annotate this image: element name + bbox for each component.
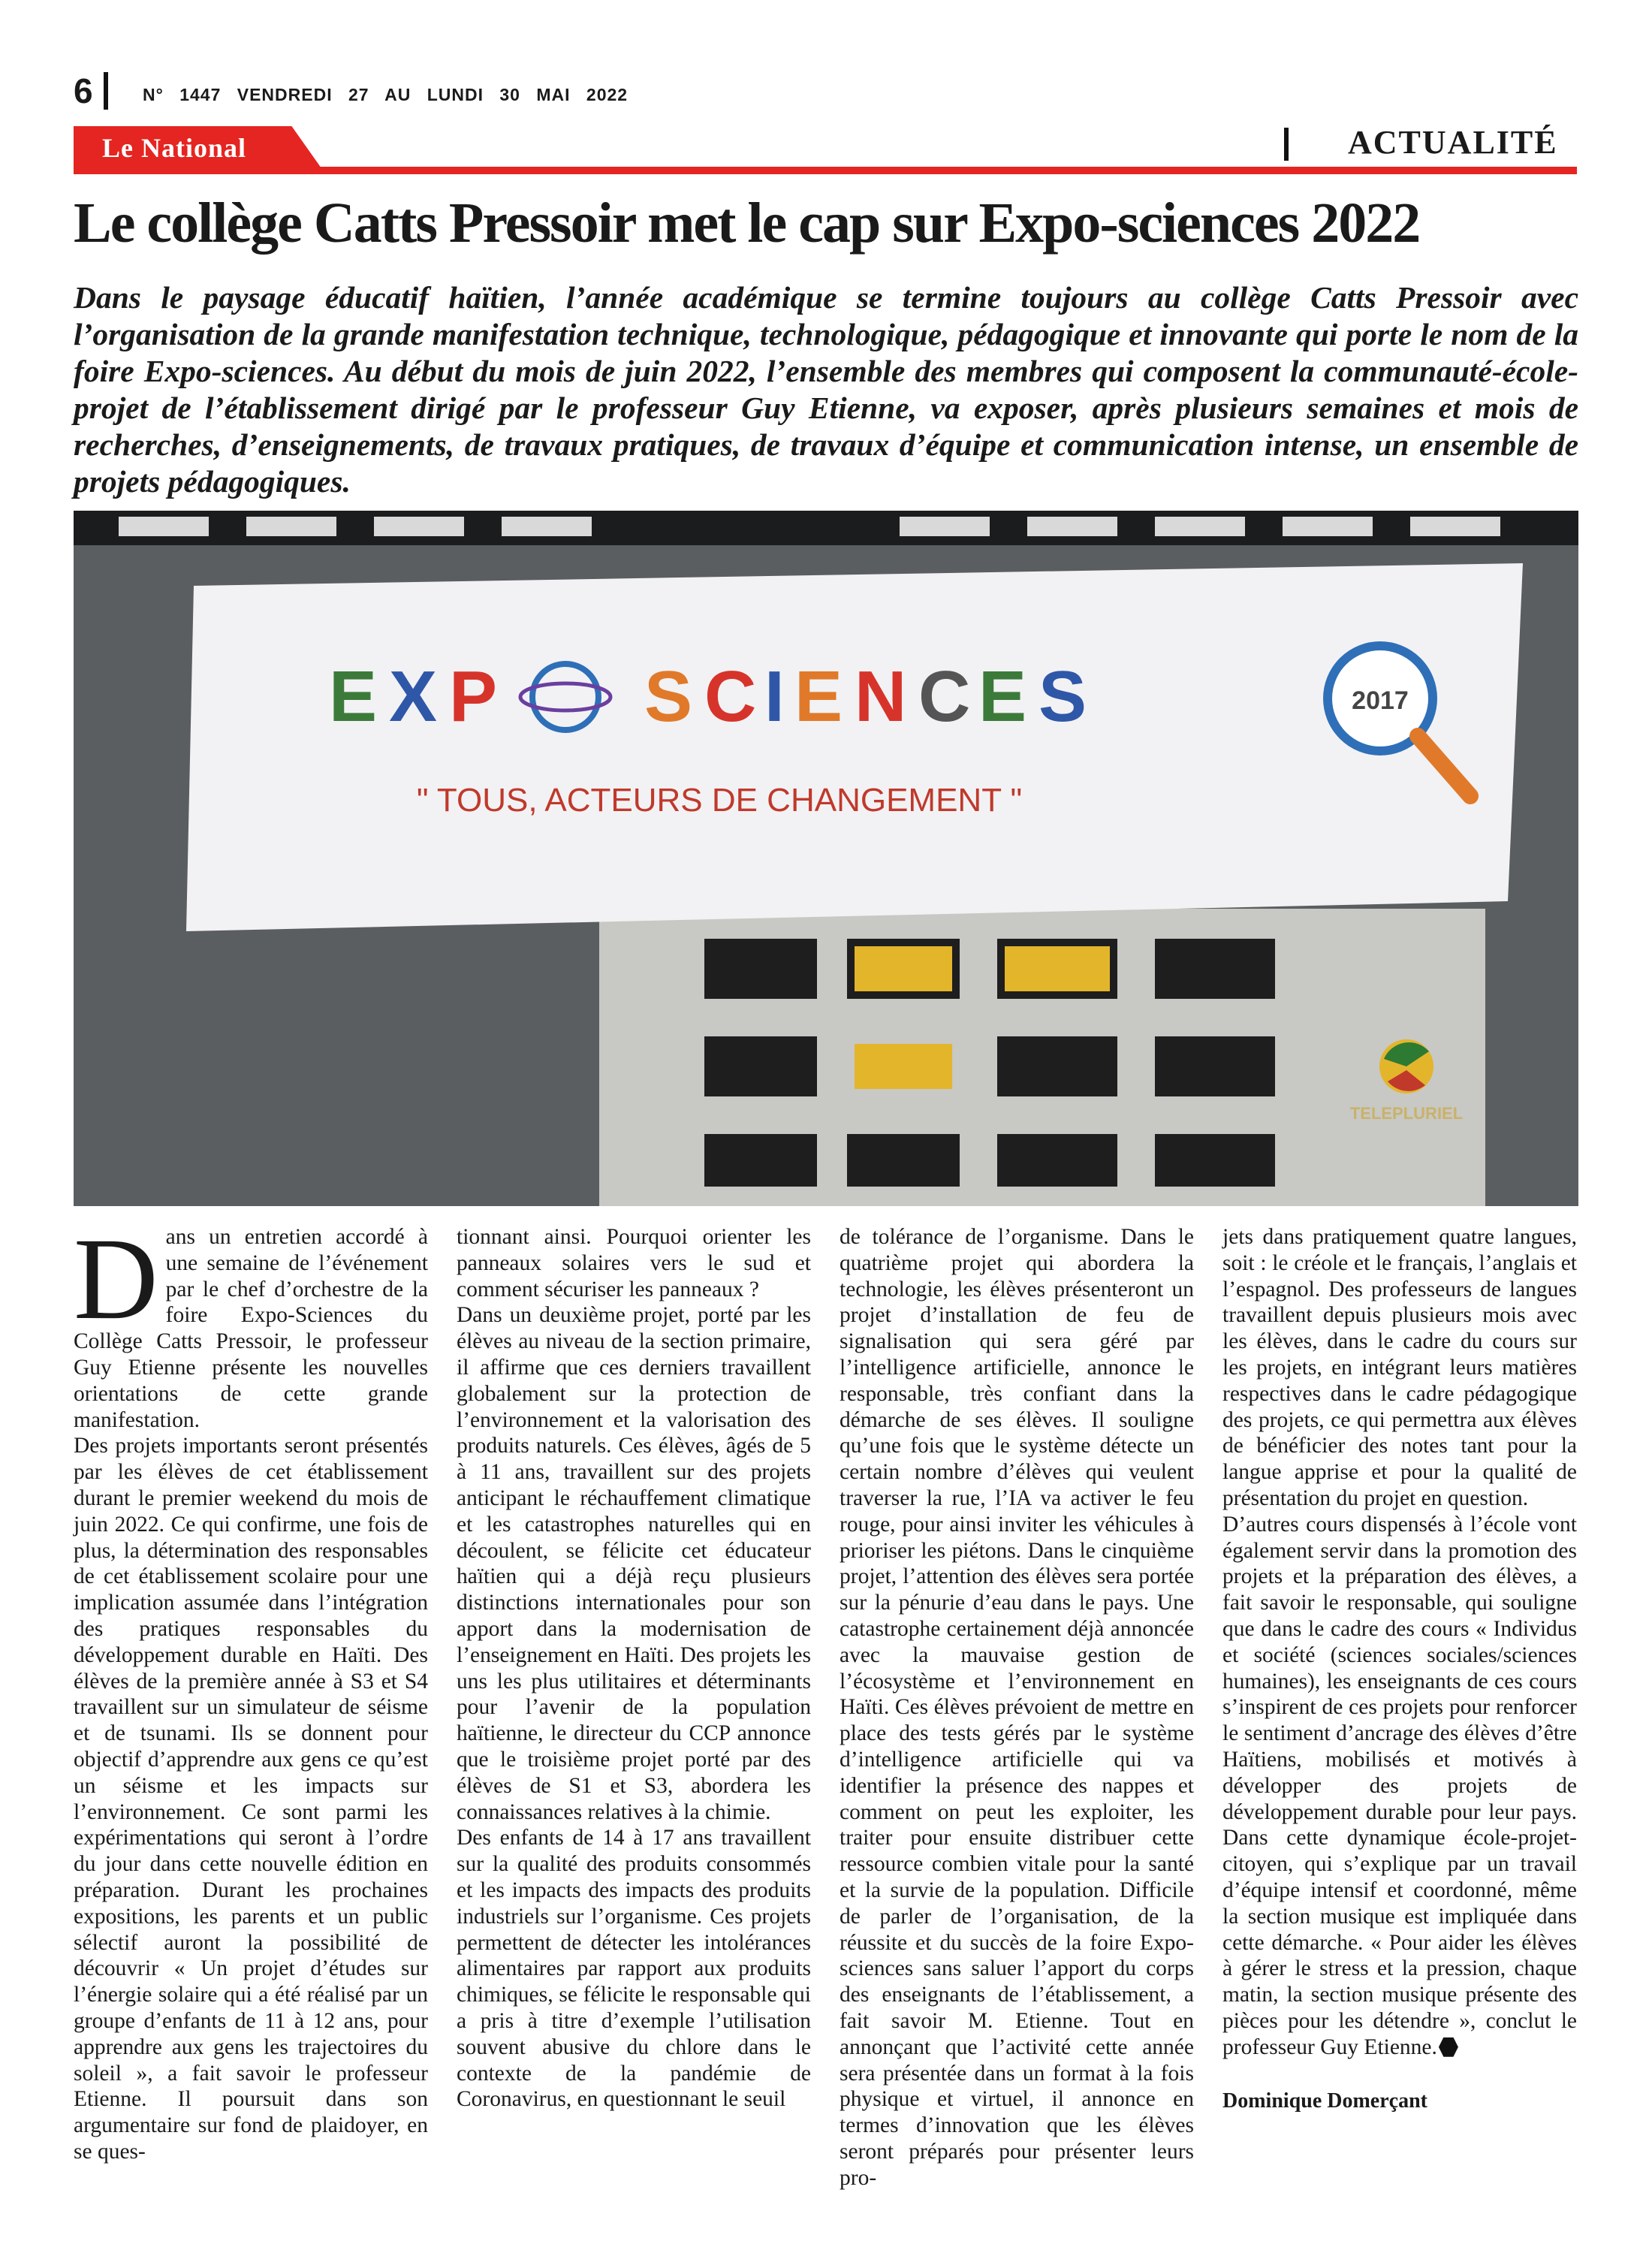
brand-name: Le National xyxy=(102,133,247,163)
end-of-article-icon xyxy=(1439,2037,1458,2057)
section-divider xyxy=(1284,128,1289,161)
banner-year: 2017 xyxy=(1352,686,1409,715)
paragraph: Dans un deuxième projet, porté par les élèves au niveau de la section primaire, il affirme que ces derniers travaillent globalement sur la protection de l’environnement et la valorisation des produits naturels. Ces élèves, âgés de 5 à 11 ans, travaillent sur des projets anticipant le réchauffement climatique et les catastrophes naturelles qui en découlent, se félicite cet éducateur haïtien qui a déjà reçu plusieurs distinctions internationales pour son apport dans la modernisation de l’enseignement en Haïti. Des projets les uns les plus utilitaires et déterminants pour l’avenir de la population haïtienne, le directeur du CCP annonce que le troisième projet porté par des élèves de S1 et S3, abordera les connaissances relatives à la chimie. xyxy=(457,1303,811,1824)
svg-text:N: N xyxy=(855,656,907,737)
svg-text:E: E xyxy=(329,656,378,737)
drop-cap: D xyxy=(74,1214,158,1344)
issue-date-line: N° 1447 VENDREDI 27 AU LUNDI 30 MAI 2022 xyxy=(143,85,629,104)
paragraph: D’autres cours dispensés à l’école vont également servir dans la promotion des projets et la préparation des élèves, a fait savoir le responsable, qui souligne que dans le cadre des cours « Individus et société (sciences sociales/sciences humaines), les enseignants de ces cours s’inspirent de ces projets pour renforcer le sentiment d’ancrage des élèves d’être Haïtiens, mobilisés et motivés à développer des projets de développement durable pour leur pays. Dans cette dynamique école-projet-citoyen, qui s’explique par un travail d’équipe intensif et coordonné, même la section musique est impliquée dans cette démarche. « Pour aider les élèves à gérer le stress et la pression, chaque matin, la section musique présente des pièces pour les détendre », conclut le professeur Guy Etienne. xyxy=(1222,1512,1577,2059)
section-name: ACTUALITÉ xyxy=(1348,124,1558,161)
paragraph: tionnant ainsi. Pourquoi orienter les panneaux solaires vers le sud et comment sécuriser les panneaux ? xyxy=(457,1225,811,1301)
svg-text:E: E xyxy=(794,656,843,737)
paragraph: Des projets importants seront présentés par les élèves de cet établissement durant le premier weekend du mois de juin 2022. Ce qui confirme, une fois de plus, la détermination des responsables de cet établissement scolaire pour une implication assumée dans l’intégration des pratiques responsables du développement durable en Haïti. Des élèves de la première année à S3 et S4 travaillent sur un simulateur de séisme et de tsunami. Ils se donnent pour objectif d’apprendre aux gens ce qu’est un séisme et les impacts sur l’environnement. Ce sont parmi les expérimentations qui seront à l’ordre du jour dans cette nouvelle édition en préparation. Durant les prochaines expositions, les parents et un public sélectif auront la possibilité de découvrir « Un projet d’études sur l’énergie solaire qui a été réalisé par un groupe d’enfants de 11 à 12 ans, pour apprendre aux gens les trajectoires du soleil », a fait savoir le professeur Etienne. Il poursuit dans son argumentaire sur fond de plaidoyer, en se ques- xyxy=(74,1434,428,2164)
article-column-3 xyxy=(840,1224,1194,2191)
svg-text:S: S xyxy=(1039,656,1087,737)
article-photo xyxy=(74,511,1578,1206)
banner-slogan: " TOUS, ACTEURS DE CHANGEMENT " xyxy=(416,782,1023,819)
svg-text:C: C xyxy=(704,656,757,737)
svg-text:S: S xyxy=(644,656,693,737)
paragraph-last xyxy=(1222,1512,1577,2061)
svg-text:E: E xyxy=(978,656,1027,737)
paragraph: ans un entretien accordé à une semaine de l’événement par le chef d’orchestre de la foire Expo-Sciences du Collège Catts Pressoir, le professeur Guy Etienne présente les nouvelles orientations de cette grande manifestation. xyxy=(74,1225,428,1432)
paragraph: Des enfants de 14 à 17 ans travaillent sur la qualité des produits consommés et les impacts des impacts des produits industriels sur l’organisme. Ces projets permettent de détecter les intolérances alimentaires par rapport aux produits chimiques, se félicite le responsable qui a pris à titre d’exemple l’utilisation souvent abusive du chlore dans le contexte de la pandémie de Coronavirus, en questionnant le seuil xyxy=(457,1826,811,2112)
author-byline: Dominique Domerçant xyxy=(1222,2089,1427,2113)
svg-text:P: P xyxy=(449,656,498,737)
article-column-2 xyxy=(457,1224,811,2113)
article-column-1 xyxy=(74,1214,428,2165)
photo-illustration xyxy=(74,511,1578,1206)
photo-watermark: TELEPLURIEL xyxy=(1349,1104,1464,1123)
page-number: 6 xyxy=(74,71,93,110)
article-headline: Le collège Catts Pressoir met le cap sur Expo-sciences 2022 xyxy=(74,192,1420,255)
header-rule xyxy=(74,167,1577,174)
svg-text:C: C xyxy=(918,656,971,737)
article-column-4 xyxy=(1222,1224,1577,2061)
page-number-divider xyxy=(104,72,108,110)
paragraph: de tolérance de l’organisme. Dans le quatrième projet qui abordera la technologie, les élèves présenteront un projet d’installation de feu de signalisation qui sera géré par l’intelligence artificielle, annonce le responsable, très confiant dans la démarche de ses élèves. Il souligne qu’une fois que le système détecte un certain nombre d’élèves qui veulent traverser la rue, l’IA va activer le feu rouge, pour ainsi inviter les véhicules à prioriser les piétons. Dans le cinquième projet, l’attention des élèves sera portée sur la pénurie d’eau dans le pays. Une catastrophe certainement déjà annoncée avec la mauvaise gestion de l’écosystème et l’environnement en Haïti. Ces élèves prévoient de mettre en place des tests gérés par le système d’intelligence artificielle qui va identifier la présence des nappes et comment on peut les exploiter, les traiter pour ensuite distribuer cette ressource combien vitale pour la santé et la survie de la population. Difficile de parler de l’organisation, de la réussite et du succès de la foire Expo-sciences sans saluer l’apport du corps des enseignants de l’établissement, a fait savoir M. Etienne. Tout en annonçant que l’activité cette année sera présentée dans un format à la fois physique et virtuel, il annonce en termes d’innovation que les élèves seront préparés pour présenter leurs pro- xyxy=(840,1225,1194,2190)
svg-text:X: X xyxy=(389,656,438,737)
svg-text:I: I xyxy=(764,656,785,737)
paragraph: jets dans pratiquement quatre langues, soit : le créole et le français, l’anglais et l’espagnol. Des professeurs de langues travaillent depuis plusieurs mois avec les élèves, dans le cadre du cours sur les projets, en intégrant leurs matières respectives dans le cadre pédagogique des projets, ce qui permettra aux élèves de bénéficier des notes tant pour la langue apprise et pour la qualité de présentation du projet en question. xyxy=(1222,1225,1577,1510)
article-lede: Dans le paysage éducatif haïtien, l’année académique se termine toujours au collège Catts Pressoir avec l’organisation de la grande manifestation technique, technologique, pédagogique et innovante qui porte le nom de la foire Expo-sciences. Au début du mois de juin 2022, l’ensemble des membres qui composent la communauté-école-projet de l’établissement dirigé par le professeur Guy Etienne, va exposer, après plusieurs semaines et mois de recherches, d’enseignements, de travaux pratiques, de travaux d’équipe et communication intense, un ensemble de projets pédagogiques. xyxy=(74,280,1578,499)
